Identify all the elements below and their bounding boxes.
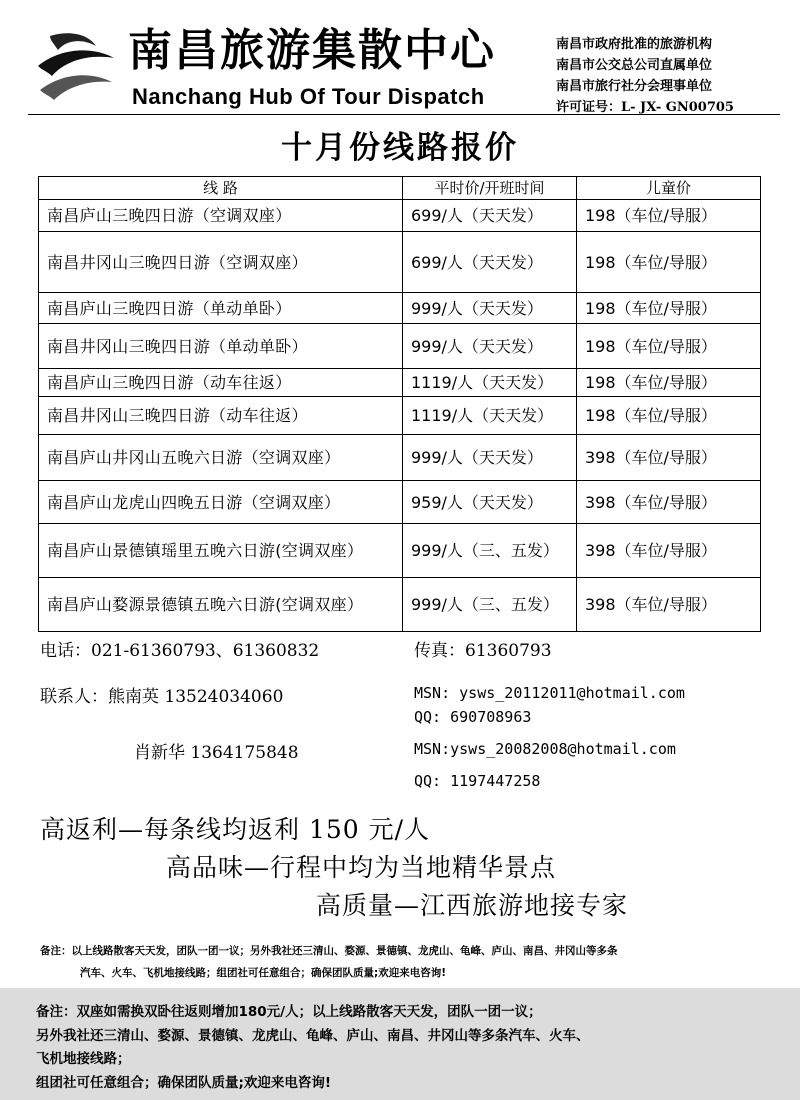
price-cell: 999/人（三、五发） bbox=[403, 524, 577, 578]
info-line: 南昌市旅行社分会理事单位 bbox=[556, 79, 713, 94]
note-line: 汽车、火车、飞机地接线路；组团社可任意组合；确保团队质量;欢迎来电咨询! bbox=[80, 967, 446, 979]
info-line: 南昌市公交总公司直属单位 bbox=[556, 58, 713, 73]
price-cell: 999/人（天天发） bbox=[403, 435, 577, 481]
note-small bbox=[40, 940, 770, 984]
route-cell: 南昌井冈山三晚四日游（动车往返） bbox=[39, 397, 403, 435]
child-price-cell: 198（车位/导服） bbox=[577, 200, 761, 232]
qq-2: QQ: 1197447258 bbox=[414, 772, 541, 790]
child-price-cell: 198（车位/导服） bbox=[577, 397, 761, 435]
child-price-cell: 398（车位/导服） bbox=[577, 435, 761, 481]
header-divider bbox=[28, 114, 780, 115]
child-price-cell: 398（车位/导服） bbox=[577, 524, 761, 578]
price-table bbox=[38, 176, 761, 632]
table-row bbox=[39, 397, 761, 435]
note-line: 备注：以上线路散客天天发，团队一团一议；另外我社还三清山、婺源、景德镇、龙虎山、龟峰、庐山、南昌、井冈山等多条 bbox=[40, 945, 618, 957]
footer-note bbox=[36, 1001, 786, 1095]
info-line: 南昌市政府批准的旅游机构 bbox=[556, 37, 713, 52]
contact-person-1: 联系人：熊南英 13524034060 bbox=[40, 687, 284, 707]
route-cell: 南昌庐山井冈山五晚六日游（空调双座） bbox=[39, 435, 403, 481]
contact-person-2: 肖新华 1364175848 bbox=[134, 743, 299, 763]
price-cell: 959/人（天天发） bbox=[403, 481, 577, 524]
route-cell: 南昌庐山三晚四日游（空调双座） bbox=[39, 200, 403, 232]
route-cell: 南昌井冈山三晚四日游（单动单卧） bbox=[39, 324, 403, 369]
table-header-row bbox=[39, 177, 761, 200]
qq-1: QQ: 690708963 bbox=[414, 708, 532, 726]
column-header-route: 线 路 bbox=[39, 177, 403, 200]
table-row bbox=[39, 293, 761, 324]
table-row bbox=[39, 324, 761, 369]
price-cell: 999/人（天天发） bbox=[403, 324, 577, 369]
phone-numbers: 电话：021-61360793、61360832 bbox=[40, 641, 320, 661]
route-cell: 南昌庐山龙虎山四晚五日游（空调双座） bbox=[39, 481, 403, 524]
price-cell: 999/人（三、五发） bbox=[403, 578, 577, 632]
slogan-quality-sights: 高品味—行程中均为当地精华景点 bbox=[166, 853, 557, 882]
note-line: 组团社可任意组合；确保团队质量;欢迎来电咨询! bbox=[36, 1074, 332, 1091]
msn-1: MSN: ysws_20112011@hotmail.com bbox=[414, 684, 685, 702]
note-line: 另外我社还三清山、婺源、景德镇、龙虎山、龟峰、庐山、南昌、井冈山等多条汽车、火车、 bbox=[36, 1027, 590, 1044]
child-price-cell: 198（车位/导服） bbox=[577, 369, 761, 397]
table-row bbox=[39, 481, 761, 524]
child-price-cell: 198（车位/导服） bbox=[577, 324, 761, 369]
price-cell: 699/人（天天发） bbox=[403, 200, 577, 232]
table-row bbox=[39, 369, 761, 397]
page-title: 十月份线路报价 bbox=[281, 130, 519, 166]
route-cell: 南昌井冈山三晚四日游（空调双座） bbox=[39, 232, 403, 293]
price-cell: 1119/人（天天发） bbox=[403, 369, 577, 397]
route-cell: 南昌庐山景德镇瑶里五晚六日游(空调双座） bbox=[39, 524, 403, 578]
table-row bbox=[39, 435, 761, 481]
child-price-cell: 198（车位/导服） bbox=[577, 293, 761, 324]
table-row bbox=[39, 524, 761, 578]
table-row bbox=[39, 578, 761, 632]
route-cell: 南昌庐山三晚四日游（单动单卧） bbox=[39, 293, 403, 324]
child-price-cell: 398（车位/导服） bbox=[577, 578, 761, 632]
agency-info bbox=[556, 34, 734, 118]
price-cell: 1119/人（天天发） bbox=[403, 397, 577, 435]
price-cell: 999/人（天天发） bbox=[403, 293, 577, 324]
column-header-price: 平时价/开班时间 bbox=[403, 177, 577, 200]
brand-title-cn: 南昌旅游集散中心 bbox=[128, 25, 496, 76]
price-cell: 699/人（天天发） bbox=[403, 232, 577, 293]
slogan-expert: 高质量—江西旅游地接专家 bbox=[316, 891, 629, 920]
note-line: 飞机地接线路； bbox=[36, 1051, 131, 1067]
msn-2: MSN:ysws_20082008@hotmail.com bbox=[414, 740, 676, 758]
route-cell: 南昌庐山三晚四日游（动车往返） bbox=[39, 369, 403, 397]
table-row bbox=[39, 200, 761, 232]
slogan-rebate: 高返利—每条线均返利 150 元/人 bbox=[40, 815, 431, 844]
brand-title-en: Nanchang Hub Of Tour Dispatch bbox=[132, 84, 485, 109]
note-line: 备注：双座如需换双卧往返则增加180元/人；以上线路散客天天发，团队一团一议； bbox=[36, 1004, 542, 1020]
swirl-logo-icon bbox=[30, 28, 120, 108]
license-number: 许可证号：L- JX- GN00705 bbox=[556, 100, 734, 115]
table-row bbox=[39, 232, 761, 293]
child-price-cell: 398（车位/导服） bbox=[577, 481, 761, 524]
column-header-child-price: 儿童价 bbox=[577, 177, 761, 200]
fax-number: 传真：61360793 bbox=[414, 641, 552, 661]
child-price-cell: 198（车位/导服） bbox=[577, 232, 761, 293]
route-cell: 南昌庐山婺源景德镇五晚六日游(空调双座） bbox=[39, 578, 403, 632]
